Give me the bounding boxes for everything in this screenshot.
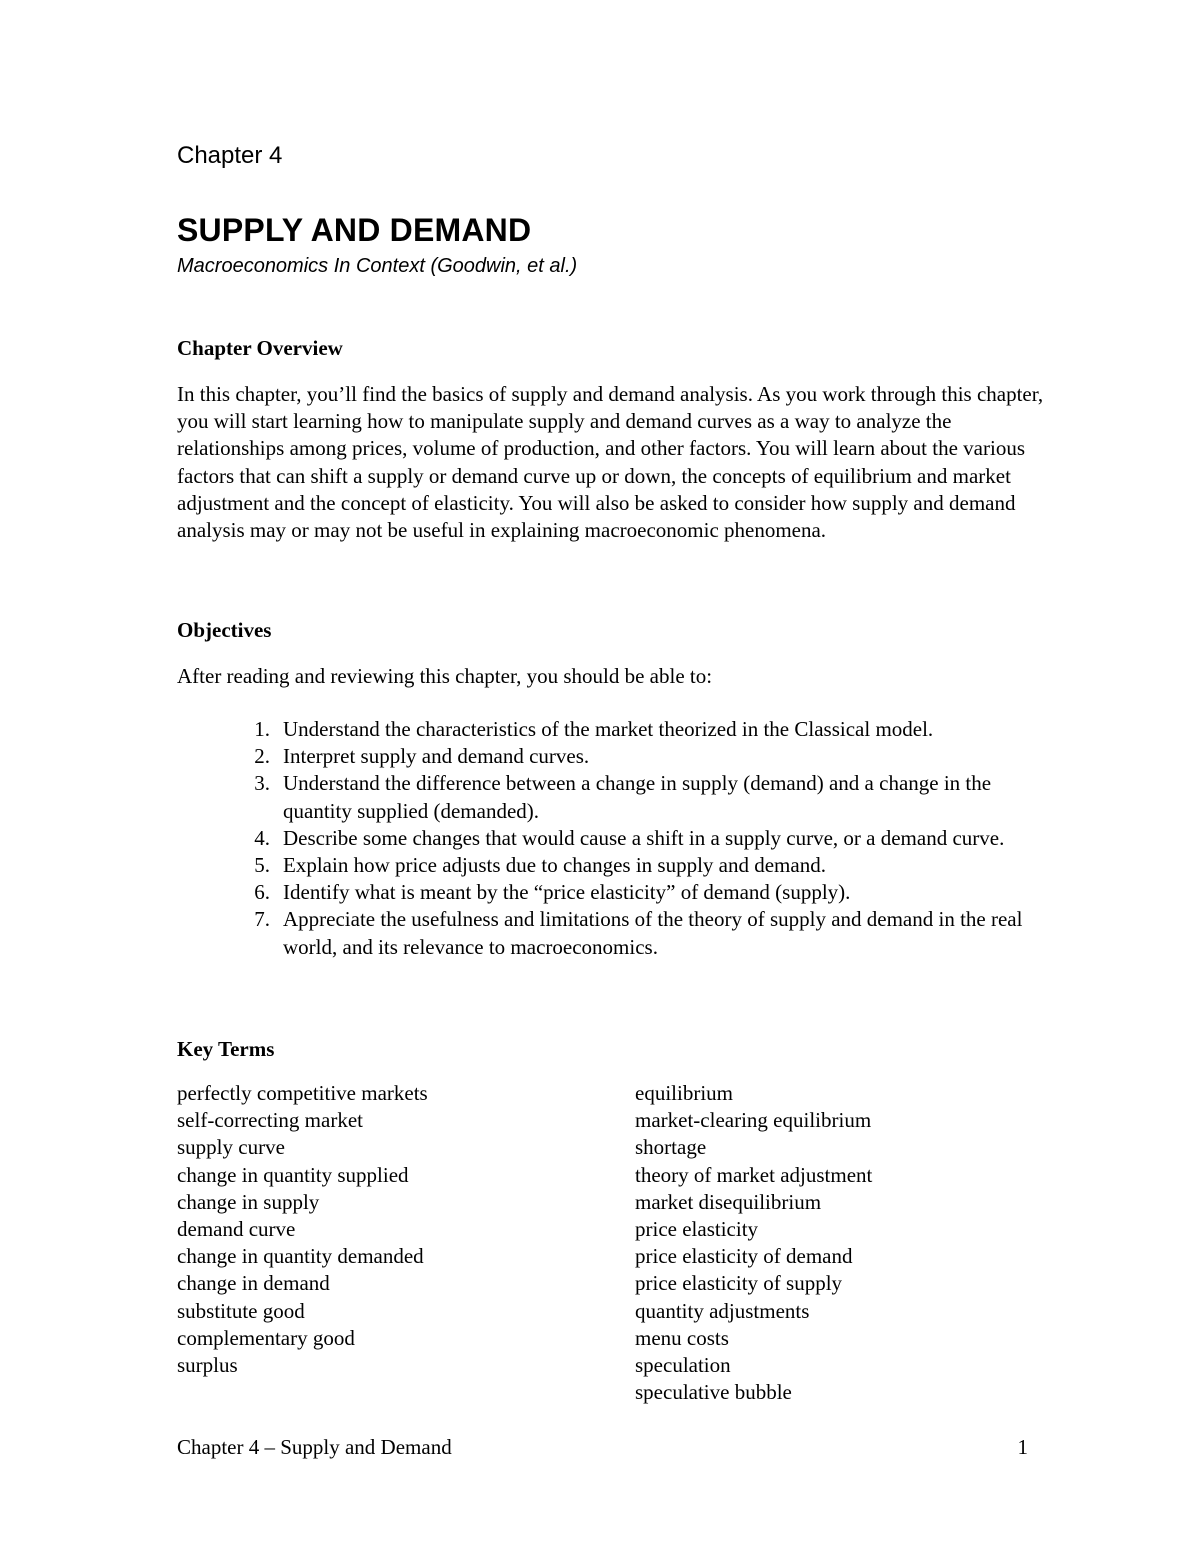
key-term: price elasticity of supply	[635, 1271, 843, 1296]
objective-number: 5.	[254, 853, 270, 878]
objective-text: Appreciate the usefulness and limitations of the theory of supply and demand in the real world, and its relevance to macroeconomics.	[283, 907, 1023, 959]
objective-text: Identify what is meant by the “price elasticity” of demand (supply).	[283, 880, 851, 905]
key-term: market disequilibrium	[635, 1189, 822, 1214]
objective-number: 3.	[254, 771, 270, 796]
key-term: demand curve	[177, 1217, 296, 1242]
key-term: substitute good	[177, 1298, 305, 1323]
key-term: price elasticity of demand	[635, 1244, 853, 1269]
objective-text: Interpret supply and demand curves.	[283, 744, 590, 769]
objective-item	[240, 906, 1040, 960]
key-term: change in quantity demanded	[177, 1244, 424, 1269]
objective-item	[240, 852, 1040, 879]
key-terms-left-column	[177, 1080, 597, 1379]
objective-number: 6.	[254, 880, 270, 905]
key-term: supply curve	[177, 1135, 285, 1160]
chapter-label: Chapter 4	[177, 142, 283, 169]
document-title: SUPPLY AND DEMAND	[177, 212, 532, 248]
objective-item	[240, 770, 1040, 824]
objective-text: Understand the difference between a change in supply (demand) and a change in the quantity supplied (demanded).	[283, 771, 992, 823]
key-term: quantity adjustments	[635, 1298, 810, 1323]
key-term: shortage	[635, 1135, 707, 1160]
objective-item	[240, 716, 1040, 743]
key-term: menu costs	[635, 1325, 729, 1350]
key-term: price elasticity	[635, 1217, 759, 1242]
objective-item	[240, 743, 1040, 770]
key-term: change in demand	[177, 1271, 330, 1296]
objectives-list	[240, 716, 1040, 961]
objective-text: Describe some changes that would cause a shift in a supply curve, or a demand curve.	[283, 825, 1005, 850]
overview-heading: Chapter Overview	[177, 336, 343, 360]
key-term: equilibrium	[635, 1081, 733, 1105]
key-term: change in quantity supplied	[177, 1162, 409, 1187]
key-term: speculative bubble	[635, 1380, 792, 1405]
objective-item	[240, 825, 1040, 852]
key-term: speculation	[635, 1353, 731, 1378]
document-subtitle: Macroeconomics In Context (Goodwin, et al.)	[177, 255, 578, 277]
key-term: self-correcting market	[177, 1108, 363, 1133]
footer-running-title: Chapter 4 – Supply and Demand	[177, 1435, 452, 1459]
key-term: complementary good	[177, 1325, 355, 1350]
key-term: market-clearing equilibrium	[635, 1108, 872, 1133]
objective-item	[240, 879, 1040, 906]
key-terms-heading: Key Terms	[177, 1037, 275, 1061]
footer-page-number: 1	[1017, 1435, 1028, 1459]
objective-number: 7.	[254, 907, 270, 932]
key-terms-right-column	[635, 1080, 1055, 1406]
objective-number: 4.	[254, 825, 270, 850]
key-term: theory of market adjustment	[635, 1162, 873, 1187]
key-term: surplus	[177, 1353, 238, 1378]
objectives-intro: After reading and reviewing this chapter, you should be able to:	[177, 664, 713, 688]
objectives-heading: Objectives	[177, 618, 272, 642]
objective-text: Understand the characteristics of the market theorized in the Classical model.	[283, 717, 934, 741]
objective-number: 1.	[254, 717, 270, 741]
key-term: perfectly competitive markets	[177, 1081, 428, 1105]
objective-text: Explain how price adjusts due to changes in supply and demand.	[283, 853, 826, 878]
objective-number: 2.	[254, 744, 270, 769]
key-term: change in supply	[177, 1189, 320, 1214]
overview-paragraph: In this chapter, you’ll find the basics of supply and demand analysis. As you work through this chapter, you will start learning how to manipulate supply and demand curves as a way to analyze the relationships among prices, volume of production, and other factors. You will learn about the various factors that can shift a supply or demand curve up or down, the concepts of equilibrium and market adjustment and the concept of elasticity. You will also be asked to consider how supply and demand analysis may or may not be useful in explaining macroeconomic phenomena.	[177, 382, 1044, 543]
